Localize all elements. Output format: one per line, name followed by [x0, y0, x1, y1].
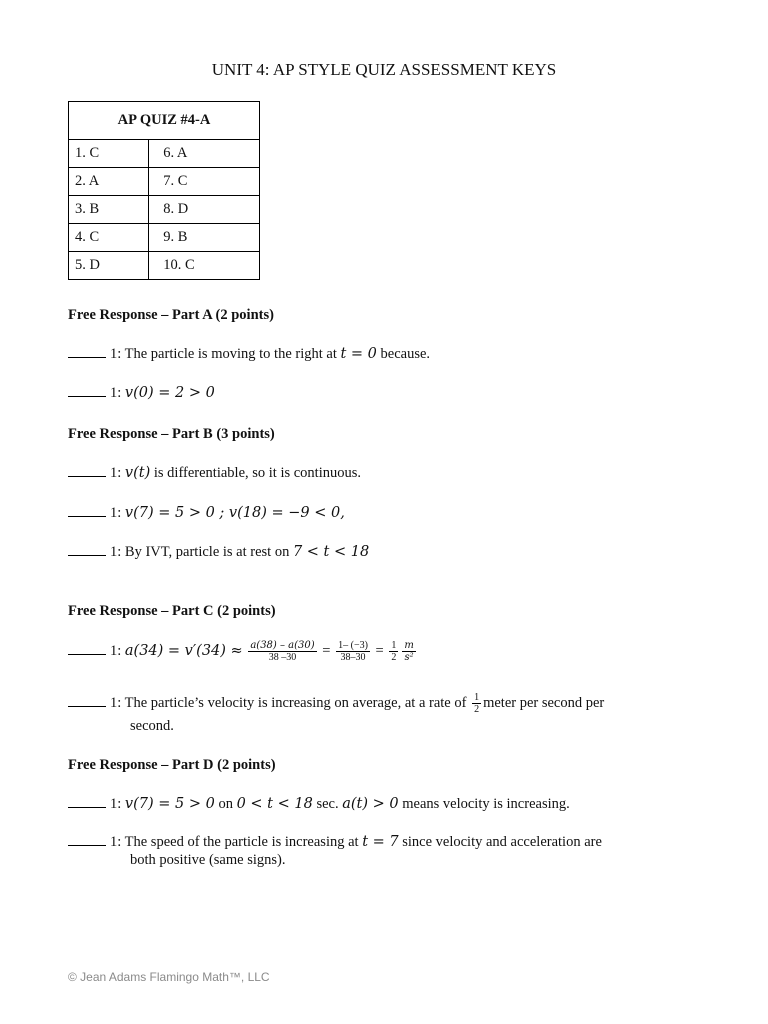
math: 0 < t < 18 [236, 796, 313, 812]
page-title: UNIT 4: AP STYLE QUIZ ASSESSMENT KEYS [211, 60, 557, 79]
math: t = 0 [340, 346, 377, 362]
score-blank[interactable] [68, 834, 106, 846]
part-d-heading: Free Response – Part D (2 points) [68, 757, 276, 773]
denominator: 2 [474, 704, 480, 715]
denominator: 38 –30 [268, 652, 297, 663]
text: 1: [110, 385, 125, 401]
answer-cell: 10. C [149, 252, 260, 280]
part-d-line-1 [68, 796, 570, 813]
table-row [69, 196, 260, 224]
math: v(0) = 2 > 0 [124, 385, 215, 401]
fraction [472, 692, 481, 715]
denominator: 38–30 [340, 652, 366, 663]
text: is differentiable, so it is continuous. [150, 465, 362, 481]
math: 7 < t < 18 [292, 544, 370, 560]
answer-key-table [68, 101, 260, 280]
text: 1: [110, 796, 125, 812]
fraction [389, 640, 398, 663]
denominator: s² [404, 652, 414, 663]
part-a-line-1 [68, 346, 430, 363]
part-c-heading: Free Response – Part C (2 points) [68, 603, 276, 619]
table-row [69, 140, 260, 168]
answer-cell: 6. A [149, 140, 260, 168]
answer-cell: 1. C [69, 140, 149, 168]
part-b-line-2 [68, 505, 345, 522]
numerator: 1 [391, 640, 397, 651]
part-b-line-3 [68, 544, 369, 561]
part-b-line-1 [68, 465, 361, 482]
text: meter per second per [483, 694, 605, 711]
text: 1: [110, 505, 125, 521]
fraction [336, 640, 370, 663]
text: on [214, 796, 237, 812]
part-c-line-1 [68, 640, 418, 663]
text: 1: The particle is moving to the right at [110, 346, 341, 362]
score-blank[interactable] [68, 643, 106, 655]
score-blank[interactable] [68, 465, 106, 477]
part-b-heading: Free Response – Part B (3 points) [68, 426, 275, 442]
answer-cell: 9. B [149, 224, 260, 252]
answer-key-header: AP QUIZ #4-A [69, 102, 260, 140]
table-row [69, 252, 260, 280]
score-blank[interactable] [68, 544, 106, 556]
score-blank[interactable] [68, 695, 106, 707]
text: sec. [312, 796, 343, 812]
fraction [402, 640, 415, 663]
score-blank[interactable] [68, 346, 106, 358]
score-blank[interactable] [68, 796, 106, 808]
numerator: 1 [474, 692, 480, 703]
part-d-line-2-cont: both positive (same signs). [130, 852, 286, 868]
text: 1: [110, 642, 125, 659]
text: because. [376, 346, 431, 362]
answer-cell: 8. D [149, 196, 260, 224]
answer-cell: 3. B [69, 196, 149, 224]
equals: = [375, 642, 384, 659]
numerator: a(38) – a(30) [250, 640, 315, 651]
math: a(t) > 0 [342, 796, 399, 812]
part-c-line-2 [68, 692, 604, 715]
text: 1: [110, 465, 125, 481]
answer-cell: 4. C [69, 224, 149, 252]
table-row [69, 224, 260, 252]
answer-cell: 7. C [149, 168, 260, 196]
fraction [248, 640, 316, 663]
text: means velocity is increasing. [398, 796, 570, 812]
math: v(7) = 5 > 0 ; v(18) = −9 < 0, [124, 505, 345, 521]
answer-cell: 2. A [69, 168, 149, 196]
part-a-line-2 [68, 385, 215, 402]
answer-cell: 5. D [69, 252, 149, 280]
part-a-heading: Free Response – Part A (2 points) [68, 307, 274, 323]
text: since velocity and acceleration are [398, 834, 602, 850]
copyright-footer: © Jean Adams Flamingo Math™, LLC [68, 970, 270, 984]
numerator: 1– (−3) [338, 640, 368, 651]
math: v(t) [124, 465, 151, 481]
score-blank[interactable] [68, 385, 106, 397]
text: 1: The speed of the particle is increasing at [110, 834, 363, 850]
text: 1: By IVT, particle is at rest on [110, 544, 293, 560]
numerator: m [404, 640, 414, 651]
text: 1: The particle’s velocity is increasing on average, at a rate of [110, 694, 471, 711]
math: v(7) = 5 > 0 [124, 796, 215, 812]
part-c-line-2-cont: second. [130, 718, 174, 734]
part-d-line-2 [68, 834, 602, 851]
math: t = 7 [362, 834, 399, 850]
score-blank[interactable] [68, 505, 106, 517]
denominator: 2 [391, 652, 397, 663]
math: a(34) = v′(34) ≈ [124, 642, 243, 659]
equals: = [322, 642, 331, 659]
table-row [69, 168, 260, 196]
